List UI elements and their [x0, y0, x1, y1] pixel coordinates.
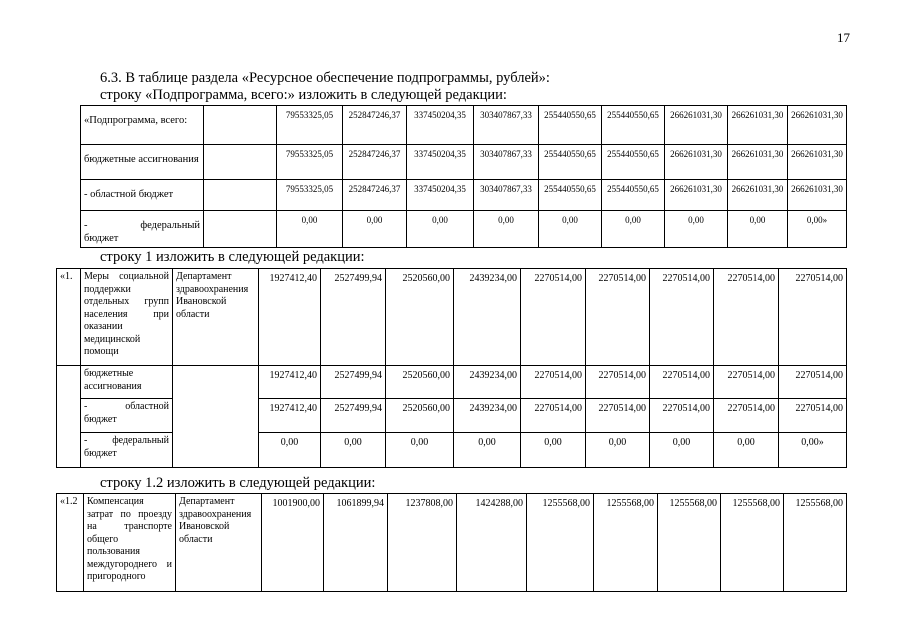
- value-cell: 0,00: [259, 433, 321, 468]
- value-cell: 252847246,37: [343, 145, 407, 180]
- row-label: бюджетные ассигнования: [81, 145, 204, 180]
- value-cell: 1927412,40: [259, 366, 321, 399]
- value-cell: 252847246,37: [343, 106, 407, 145]
- value-cell: 1927412,40: [259, 269, 321, 366]
- value-cell: 2270514,00: [521, 366, 586, 399]
- value-cell: 2520560,00: [386, 399, 454, 433]
- value-cell: 2520560,00: [386, 366, 454, 399]
- value-cell: 2270514,00: [586, 399, 650, 433]
- empty-cell: [204, 106, 277, 145]
- value-cell: 2270514,00: [650, 269, 714, 366]
- page-number: 17: [837, 30, 850, 45]
- executor: Департамент здравоохранения Ивановской области: [176, 494, 262, 592]
- empty-cell: [204, 145, 277, 180]
- value-cell: 0,00: [321, 433, 386, 468]
- value-cell: 2527499,94: [321, 269, 386, 366]
- executor: Департамент здравоохранения Ивановской области: [173, 269, 259, 366]
- table-row: [57, 269, 847, 366]
- value-cell: 2527499,94: [321, 399, 386, 433]
- value-cell: 79553325,05: [277, 180, 343, 211]
- value-cell: 1255568,00: [527, 494, 594, 592]
- value-cell: 255440550,65: [602, 180, 665, 211]
- row-label: - федеральный бюджет: [81, 211, 204, 248]
- instruction-row-1: строку 1 изложить в следующей редакции:: [100, 249, 365, 265]
- table-row: [81, 106, 847, 145]
- value-cell: 2520560,00: [386, 269, 454, 366]
- table-row: [81, 145, 847, 180]
- value-cell: 0,00: [407, 211, 474, 248]
- empty-cell: [204, 180, 277, 211]
- value-cell: 2270514,00: [650, 399, 714, 433]
- row-number: «1.: [57, 269, 81, 366]
- value-cell: 337450204,35: [407, 180, 474, 211]
- value-cell: 0,00»: [779, 433, 847, 468]
- value-cell: 303407867,33: [474, 106, 539, 145]
- value-cell: 0,00: [586, 433, 650, 468]
- value-cell: 303407867,33: [474, 180, 539, 211]
- value-cell: 1255568,00: [784, 494, 847, 592]
- value-cell: 2439234,00: [454, 269, 521, 366]
- value-cell: 255440550,65: [539, 180, 602, 211]
- empty-cell: [57, 366, 81, 468]
- table-row: [57, 366, 847, 399]
- value-cell: 303407867,33: [474, 145, 539, 180]
- value-cell: 2270514,00: [779, 269, 847, 366]
- value-cell: 255440550,65: [602, 145, 665, 180]
- value-cell: 0,00: [665, 211, 728, 248]
- value-cell: 2270514,00: [714, 269, 779, 366]
- value-cell: 2439234,00: [454, 399, 521, 433]
- value-cell: 2270514,00: [714, 366, 779, 399]
- value-cell: 266261031,30: [728, 145, 788, 180]
- value-cell: 79553325,05: [277, 145, 343, 180]
- value-cell: 2270514,00: [779, 366, 847, 399]
- value-cell: 0,00: [454, 433, 521, 468]
- value-cell: 255440550,65: [539, 145, 602, 180]
- measure-name: Компенсация затрат по проезду на транспорте общего пользования междугороднего и пригородного: [84, 494, 176, 592]
- value-cell: 0,00: [474, 211, 539, 248]
- section-heading: 6.3. В таблице раздела «Ресурсное обеспечение подпрограммы, рублей»:: [100, 70, 550, 86]
- value-cell: 1424288,00: [457, 494, 527, 592]
- value-cell: 266261031,30: [665, 180, 728, 211]
- value-cell: 266261031,30: [665, 106, 728, 145]
- value-cell: 255440550,65: [539, 106, 602, 145]
- value-cell: 2439234,00: [454, 366, 521, 399]
- empty-cell: [173, 366, 259, 468]
- value-cell: 255440550,65: [602, 106, 665, 145]
- value-cell: 337450204,35: [407, 145, 474, 180]
- value-cell: 266261031,30: [788, 145, 847, 180]
- value-cell: 2270514,00: [586, 366, 650, 399]
- value-cell: 0,00»: [788, 211, 847, 248]
- value-cell: 2270514,00: [650, 366, 714, 399]
- value-cell: 79553325,05: [277, 106, 343, 145]
- value-cell: 1255568,00: [594, 494, 658, 592]
- row-label: «Подпрограмма, всего:: [81, 106, 204, 145]
- value-cell: 266261031,30: [728, 180, 788, 211]
- instruction-row-1-2: строку 1.2 изложить в следующей редакции:: [100, 475, 376, 491]
- value-cell: 1237808,00: [388, 494, 457, 592]
- row-label: - федеральный бюджет: [81, 433, 173, 468]
- value-cell: 0,00: [521, 433, 586, 468]
- value-cell: 1001900,00: [262, 494, 324, 592]
- table-row: [57, 494, 847, 592]
- value-cell: 266261031,30: [788, 180, 847, 211]
- value-cell: 0,00: [650, 433, 714, 468]
- value-cell: 2270514,00: [779, 399, 847, 433]
- value-cell: 2270514,00: [586, 269, 650, 366]
- value-cell: 0,00: [714, 433, 779, 468]
- subprogram-total-table: [80, 105, 847, 248]
- row-number: «1.2: [57, 494, 84, 592]
- instruction-subtotal: строку «Подпрограмма, всего:» изложить в следующей редакции:: [100, 87, 507, 103]
- row-label: - областной бюджет: [81, 180, 204, 211]
- measure-name: Меры социальной поддержки отдельных групп населения при оказании медицинской помощи: [81, 269, 173, 366]
- value-cell: 1255568,00: [721, 494, 784, 592]
- value-cell: 266261031,30: [665, 145, 728, 180]
- empty-cell: [204, 211, 277, 248]
- value-cell: 0,00: [386, 433, 454, 468]
- value-cell: 0,00: [602, 211, 665, 248]
- value-cell: 0,00: [728, 211, 788, 248]
- value-cell: 2270514,00: [521, 269, 586, 366]
- value-cell: 1255568,00: [658, 494, 721, 592]
- table-row: [81, 211, 847, 248]
- value-cell: 266261031,30: [788, 106, 847, 145]
- row-1-2-table: [56, 493, 847, 592]
- value-cell: 337450204,35: [407, 106, 474, 145]
- row-1-table: [56, 268, 847, 468]
- value-cell: 1927412,40: [259, 399, 321, 433]
- value-cell: 2270514,00: [521, 399, 586, 433]
- table-row: [81, 180, 847, 211]
- row-label: - областной бюджет: [81, 399, 173, 433]
- value-cell: 0,00: [277, 211, 343, 248]
- value-cell: 266261031,30: [728, 106, 788, 145]
- value-cell: 2527499,94: [321, 366, 386, 399]
- value-cell: 0,00: [539, 211, 602, 248]
- value-cell: 252847246,37: [343, 180, 407, 211]
- value-cell: 2270514,00: [714, 399, 779, 433]
- value-cell: 1061899,94: [324, 494, 388, 592]
- row-label: бюджетные ассигнования: [81, 366, 173, 399]
- value-cell: 0,00: [343, 211, 407, 248]
